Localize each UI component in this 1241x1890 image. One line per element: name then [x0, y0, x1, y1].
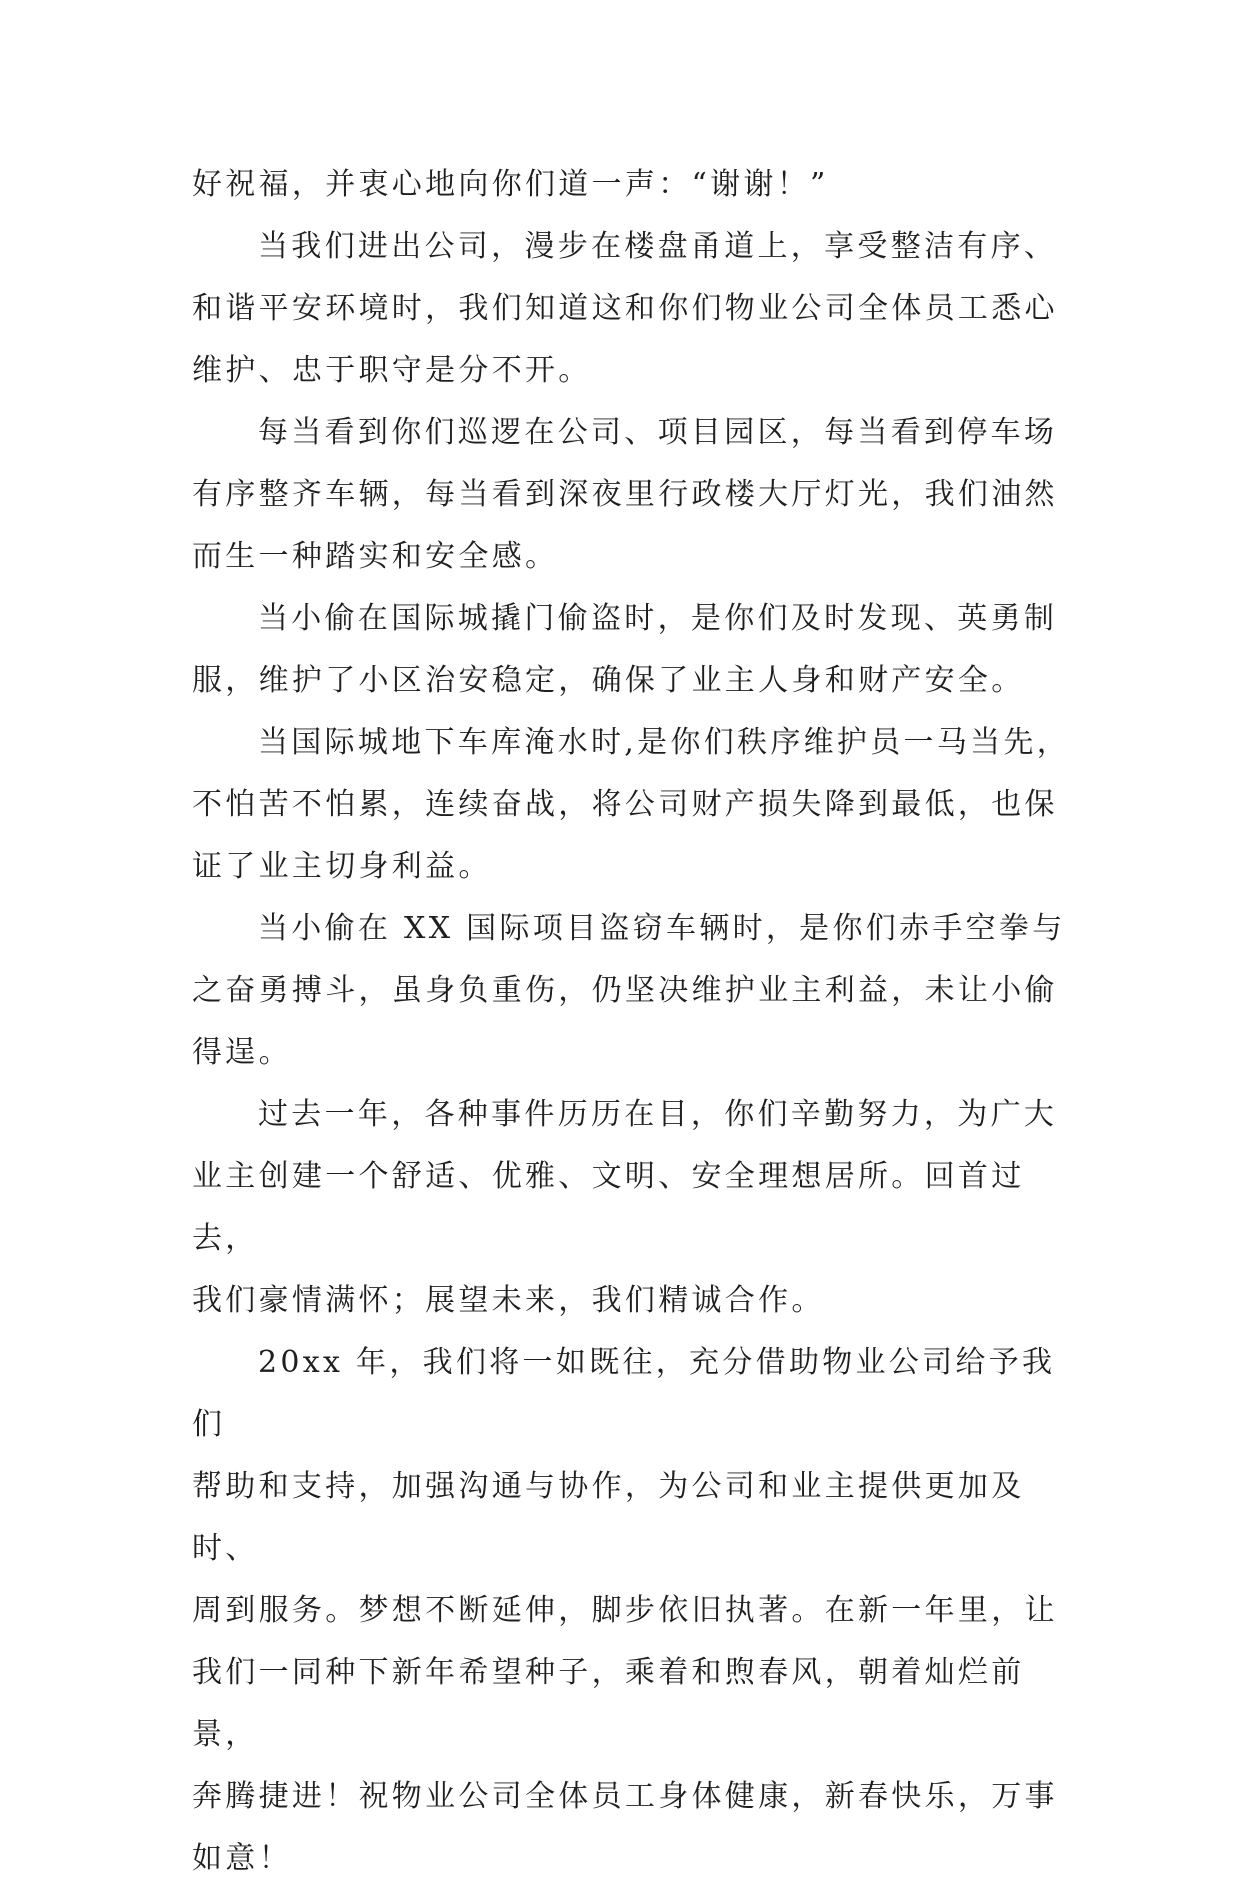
paragraph-past-year: 过去一年，各种事件历历在目，你们辛勤努力，为广大 业主创建一个舒适、优雅、文明、安全理想居所。回首过去， 我们豪情满怀；展望未来，我们精诚合作。 [192, 1097, 1058, 1318]
paragraph-new-year-wishes: 20xx 年，我们将一如既往，充分借助物业公司给予我们 帮助和支持，加强沟通与协作，为公司和业主提供更加及时、 周到服务。梦想不断延伸，脚步依旧执著。在新一年里，让 我们一同种下新年希望种子，乘着和煦春风，朝着灿烂前景， 奔腾捷进！祝物业公司全体员工身体健康，新春快乐，万事 如意！ [192, 1345, 1058, 1876]
paragraph-vehicle-theft: 当小偷在 XX 国际项目盗窃车辆时，是你们赤手空拳与 之奋勇搏斗，虽身负重伤，仍坚决维护业主利益，未让小偷 得逞。 [192, 911, 1066, 1070]
paragraph-closing-greeting: 好祝福，并衷心地向你们道一声：“谢谢！” [192, 167, 829, 202]
paragraph-patrol: 每当看到你们巡逻在公司、项目园区，每当看到停车场 有序整齐车辆，每当看到深夜里行政楼大厅灯光，我们油然 而生一种踏实和安全感。 [192, 415, 1058, 574]
document-body [192, 154, 1072, 1890]
paragraph-flooding: 当国际城地下车库淹水时,是你们秩序维护员一马当先， 不怕苦不怕累，连续奋战，将公司财产损失降到最低，也保 证了业主切身利益。 [192, 725, 1071, 884]
paragraph-burglary: 当小偷在国际城撬门偷盗时，是你们及时发现、英勇制 服，维护了小区治安稳定，确保了业主人身和财产安全。 [192, 601, 1058, 698]
paragraph-office-environment: 当我们进出公司，漫步在楼盘甬道上，享受整洁有序、 和谐平安环境时，我们知道这和你们物业公司全体员工悉心 维护、忠于职守是分不开。 [192, 229, 1058, 388]
